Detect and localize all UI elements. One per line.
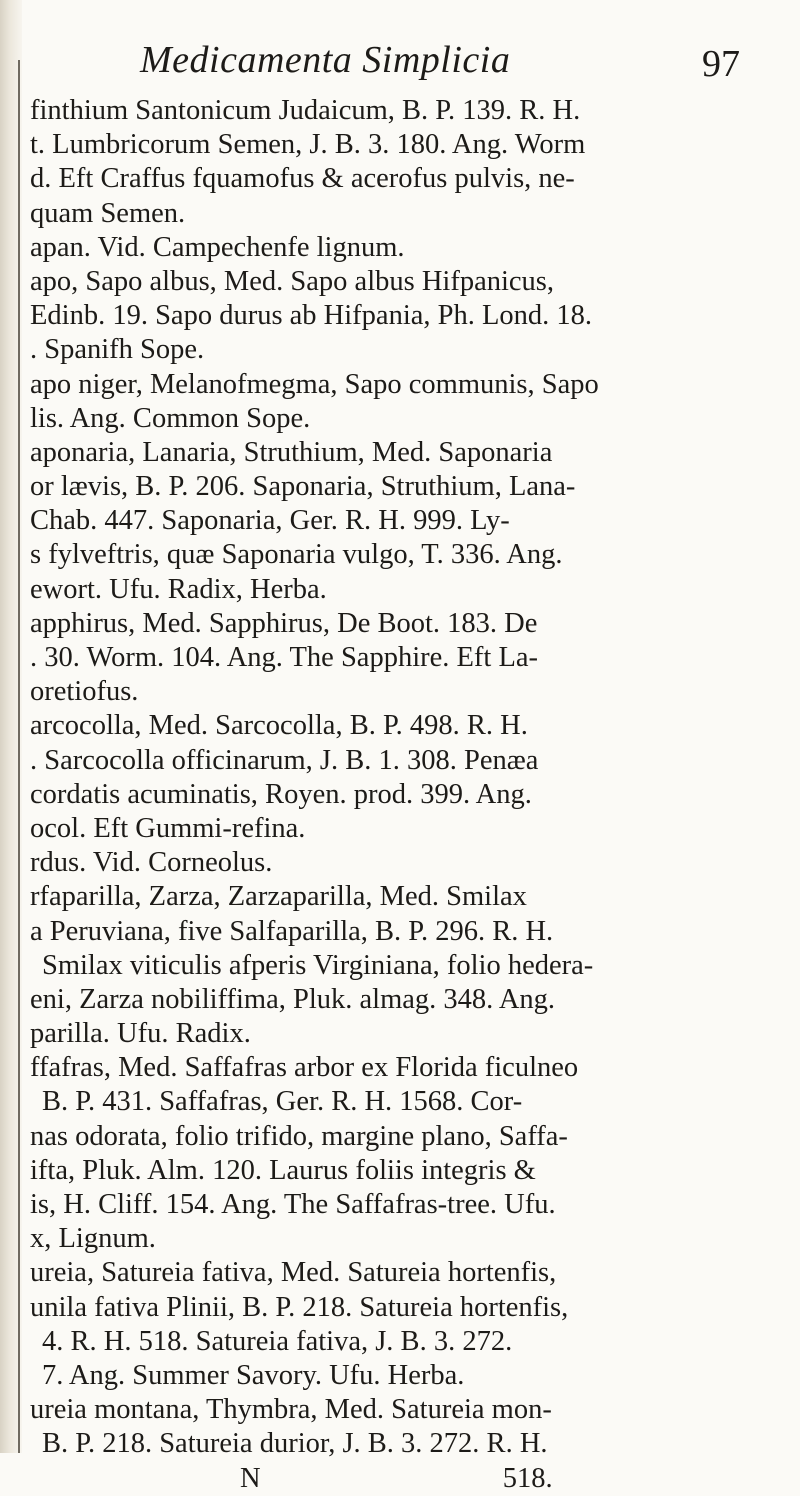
text-line: ewort. Ufu. Radix, Herba. bbox=[30, 573, 327, 605]
text-line: apphirus, Med. Sapphirus, De Boot. 183. De bbox=[30, 607, 538, 639]
text-line: lis. Ang. Common Sope. bbox=[30, 402, 311, 434]
text-line: a Peruviana, five Salfaparilla, B. P. 296. R. H. bbox=[30, 915, 554, 947]
text-line: 4. R. H. 518. Satureia fativa, J. B. 3. 272. bbox=[42, 1325, 513, 1357]
text-line: s fylveftris, quæ Saponaria vulgo, T. 336. Ang. bbox=[30, 539, 563, 571]
text-line: ureia, Satureia fativa, Med. Satureia hortenfis, bbox=[30, 1257, 557, 1289]
text-line: ureia montana, Thymbra, Med. Satureia mon- bbox=[30, 1394, 552, 1426]
text-line: rdus. Vid. Corneolus. bbox=[30, 847, 273, 879]
text-line: eni, Zarza nobiliffima, Pluk. almag. 348. Ang. bbox=[30, 983, 556, 1015]
text-line: B. P. 431. Saffafras, Ger. R. H. 1568. Cor- bbox=[42, 1086, 523, 1118]
text-line: or lævis, B. P. 206. Saponaria, Struthium, Lana- bbox=[30, 471, 576, 503]
text-line: cordatis acuminatis, Royen. prod. 399. Ang. bbox=[30, 778, 532, 810]
text-line: oretiofus. bbox=[30, 676, 139, 708]
text-line: Smilax viticulis afperis Virginiana, folio hedera- bbox=[42, 949, 594, 981]
text-line: finthium Santonicum Judaicum, B. P. 139. R. H. bbox=[30, 95, 581, 126]
text-line: 7. Ang. Summer Savory. Ufu. Herba. bbox=[42, 1359, 465, 1391]
page-number: 97 bbox=[702, 43, 740, 85]
text-line: aponaria, Lanaria, Struthium, Med. Saponaria bbox=[30, 436, 553, 468]
page-title: Medicamenta Simplicia bbox=[140, 39, 511, 81]
text-line: parilla. Ufu. Radix. bbox=[30, 1018, 251, 1050]
text-line: t. Lumbricorum Semen, J. B. 3. 180. Ang. Worm bbox=[30, 129, 586, 161]
text-line: x, Lignum. bbox=[30, 1223, 156, 1255]
entry-text bbox=[30, 94, 775, 1496]
text-line: apan. Vid. Campechenfe lignum. bbox=[30, 231, 405, 263]
running-header bbox=[140, 38, 740, 88]
text-line: ffafras, Med. Saffafras arbor ex Florida ficulneo bbox=[30, 1052, 579, 1084]
text-line: Edinb. 19. Sapo durus ab Hifpania, Ph. Lond. 18. bbox=[30, 300, 593, 332]
text-line: apo, Sapo albus, Med. Sapo albus Hifpanicus, bbox=[30, 265, 555, 297]
text-line: ifta, Pluk. Alm. 120. Laurus foliis integris & bbox=[30, 1154, 536, 1186]
text-line: d. Eft Craffus fquamofus & acerofus pulvis, ne- bbox=[30, 163, 575, 195]
text-line: apo niger, Melanofmegma, Sapo communis, Sapo bbox=[30, 368, 599, 400]
catchword: 518. bbox=[502, 1462, 553, 1494]
text-line: Chab. 447. Saponaria, Ger. R. H. 999. Ly- bbox=[30, 505, 510, 537]
signature-mark: N bbox=[240, 1462, 261, 1494]
text-line: rfaparilla, Zarza, Zarzaparilla, Med. Smilax bbox=[30, 881, 527, 913]
text-line: is, H. Cliff. 154. Ang. The Saffafras-tree. Ufu. bbox=[30, 1189, 556, 1220]
text-line: B. P. 218. Satureia durior, J. B. 3. 272. R. H. bbox=[42, 1428, 548, 1460]
text-line: nas odorata, folio trifido, margine plano, Saffa- bbox=[30, 1120, 568, 1152]
text-line: . 30. Worm. 104. Ang. The Sapphire. Eft La- bbox=[30, 642, 538, 673]
gutter-rule bbox=[18, 60, 20, 1453]
text-line: ocol. Eft Gummi-refina. bbox=[30, 812, 306, 844]
text-line: unila fativa Plinii, B. P. 218. Satureia hortenfis, bbox=[30, 1291, 569, 1323]
text-line: . Sarcocolla officinarum, J. B. 1. 308. Penæa bbox=[30, 744, 539, 776]
text-line: . Spanifh Sope. bbox=[30, 334, 205, 366]
footer-line bbox=[30, 1462, 775, 1496]
text-line: arcocolla, Med. Sarcocolla, B. P. 498. R. H. bbox=[30, 710, 528, 742]
text-line: quam Semen. bbox=[30, 197, 186, 229]
